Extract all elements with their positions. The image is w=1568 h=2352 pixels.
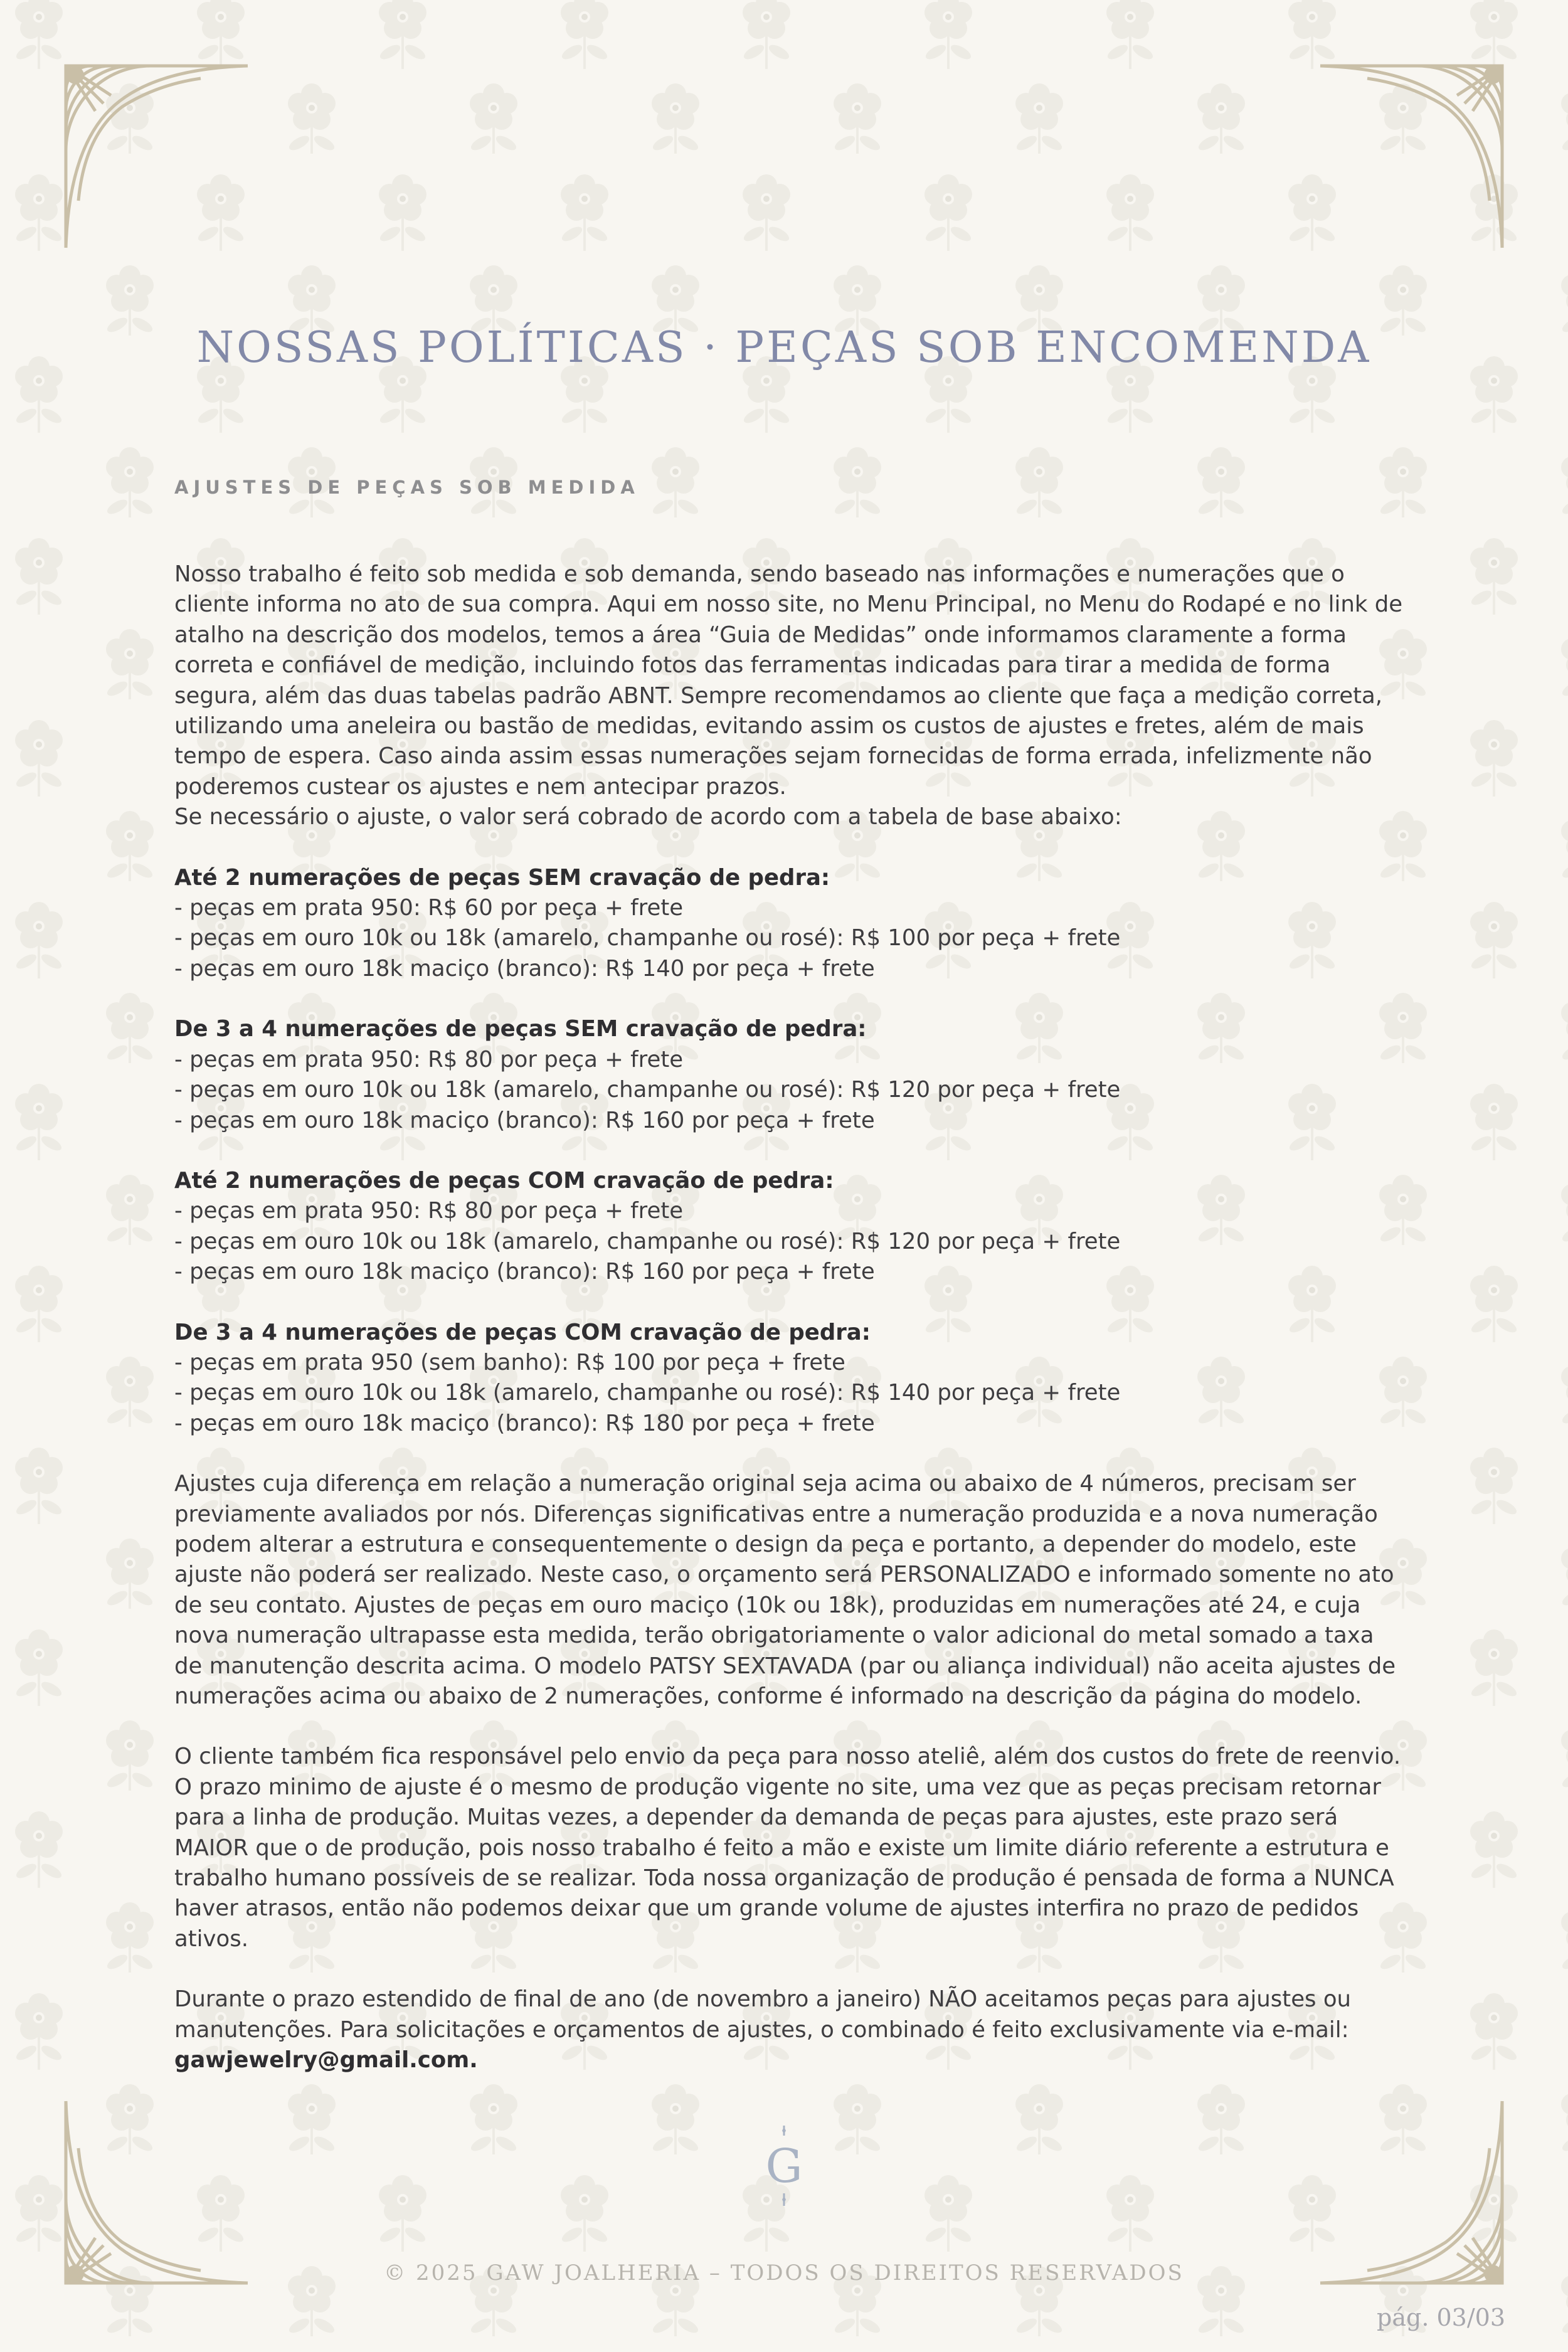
price-item: - peças em ouro 18k maciço (branco): R$ 160 por peça + frete [174, 1259, 875, 1285]
corner-ornament-bottom-left [63, 2098, 251, 2286]
price-item: - peças em prata 950 (sem banho): R$ 100 por peça + frete [174, 1349, 845, 1375]
contact-email-link[interactable]: gawjewelry@gmail.com. [174, 2047, 478, 2074]
price-group-heading: Até 2 numerações de peças SEM cravação de pedra: [174, 864, 830, 891]
footer-copyright: © 2025 GAW JOALHERIA – TODOS OS DIREITOS RESERVADOS [384, 2260, 1184, 2286]
spacer [174, 1439, 1404, 1469]
price-item: - peças em ouro 18k maciço (branco): R$ 180 por peça + frete [174, 1410, 875, 1436]
price-item: - peças em prata 950: R$ 60 por peça + frete [174, 895, 684, 921]
closing-text: Durante o prazo estendido de final de ano (de novembro a janeiro) NÃO aceitamos peças para ajustes ou manutenções. Para solicitações e orçamentos de ajustes, o combinado é feito exclusivamente via e-mail: [174, 1986, 1352, 2043]
table-intro: Se necessário o ajuste, o valor será cobrado de acordo com a tabela de base abaixo: [174, 804, 1122, 830]
policy-content [174, 559, 1404, 2075]
price-group-heading: De 3 a 4 numerações de peças COM cravação de pedra: [174, 1319, 871, 1345]
price-item: - peças em ouro 10k ou 18k (amarelo, champanhe ou rosé): R$ 120 por peça + frete [174, 1077, 1121, 1103]
spacer [174, 1136, 1404, 1166]
page-title: NOSSAS POLÍTICAS · PEÇAS SOB ENCOMENDA [196, 323, 1372, 373]
spacer [174, 984, 1404, 1014]
price-item: - peças em ouro 10k ou 18k (amarelo, champanhe ou rosé): R$ 100 por peça + frete [174, 925, 1121, 951]
corner-ornament-bottom-right [1317, 2098, 1505, 2286]
price-group [174, 1166, 1404, 1288]
price-group [174, 1014, 1404, 1136]
price-item: - peças em prata 950: R$ 80 por peça + frete [174, 1198, 684, 1224]
adjustments-paragraph: Ajustes cuja diferença em relação a numeração original seja acima ou abaixo de 4 números, precisam ser previamente avaliados por nós. Diferenças significativas entre a numeração produzida e a nova numeração podem alterar a estrutura e consequentemente o design da peça e portanto, a depender do modelo, este ajuste não poderá ser realizado. Neste caso, o orçamento será PERSONALIZADO e informado somente no ato de seu contato. Ajustes de peças em ouro maciço (10k ou 18k), produzidas em numerações até 24, e cuja nova numeração ultrapasse esta medida, terão obrigatoriamente o valor adicional do metal somado a taxa de manutenção descrita acima. O modelo PATSY SEXTAVADA (par ou aliança individual) não aceita ajustes de numerações acima ou abaixo de 2 numerações, conforme é informado na descrição da página do modelo. [174, 1471, 1396, 1709]
price-group-heading: Até 2 numerações de peças COM cravação de pedra: [174, 1167, 834, 1194]
intro-paragraph: Nosso trabalho é feito sob medida e sob demanda, sendo baseado nas informações e numerações que o cliente informa no ato de sua compra. Aqui em nosso site, no Menu Principal, no Menu do Rodapé e no link de atalho na descrição dos modelos, temos a área “Guia de Medidas” onde informamos claramente a forma correta e confiável de medição, incluindo fotos das ferramentas indicadas para tirar a medida de forma segura, além das duas tabelas padrão ABNT. Sempre recomendamos ao cliente que faça a medição correta, utilizando uma aneleira ou bastão de medidas, evitando assim os custos de ajustes e fretes, além de mais tempo de espera. Caso ainda assim essas numerações sejam fornecidas de forma errada, infelizmente não poderemos custear os ajustes e nem antecipar prazos. [174, 561, 1403, 800]
spacer [174, 1954, 1404, 1984]
price-group [174, 863, 1404, 985]
shipping-paragraph: O cliente também fica responsável pelo envio da peça para nosso ateliê, além dos custos do frete de reenvio. O prazo minimo de ajuste é o mesmo de produção vigente no site, uma vez que as peças precisam retornar para a linha de produção. Muitas vezes, a depender da demanda de peças para ajustes, este prazo será MAIOR que o de produção, pois nosso trabalho é feito a mão e existe um limite diário referente a estrutura e trabalho humano possíveis de se realizar. Toda nossa organização de produção é pensada de forma a NUNCA haver atrasos, então não podemos deixar que um grande volume de ajustes interfira no prazo de pedidos ativos. [174, 1744, 1401, 1952]
price-item: - peças em ouro 10k ou 18k (amarelo, champanhe ou rosé): R$ 120 por peça + frete [174, 1228, 1121, 1254]
section-title: AJUSTES DE PEÇAS SOB MEDIDA [174, 477, 640, 498]
corner-ornament-top-left [63, 63, 251, 251]
price-item: - peças em prata 950: R$ 80 por peça + frete [174, 1046, 684, 1073]
price-group [174, 1318, 1404, 1439]
monogram-logo-icon [759, 2123, 809, 2211]
monogram-letter: G [765, 2139, 803, 2193]
spacer [174, 1288, 1404, 1318]
closing-paragraph [174, 1984, 1404, 2075]
corner-ornament-top-right [1317, 63, 1505, 251]
price-item: - peças em ouro 18k maciço (branco): R$ 140 por peça + frete [174, 955, 875, 982]
price-group-heading: De 3 a 4 numerações de peças SEM cravação de pedra: [174, 1016, 867, 1042]
price-item: - peças em ouro 10k ou 18k (amarelo, champanhe ou rosé): R$ 140 por peça + frete [174, 1380, 1121, 1406]
spacer [174, 833, 1404, 863]
spacer [174, 1712, 1404, 1742]
page-number: pág. 03/03 [1377, 2304, 1505, 2331]
price-item: - peças em ouro 18k maciço (branco): R$ 160 por peça + frete [174, 1107, 875, 1133]
